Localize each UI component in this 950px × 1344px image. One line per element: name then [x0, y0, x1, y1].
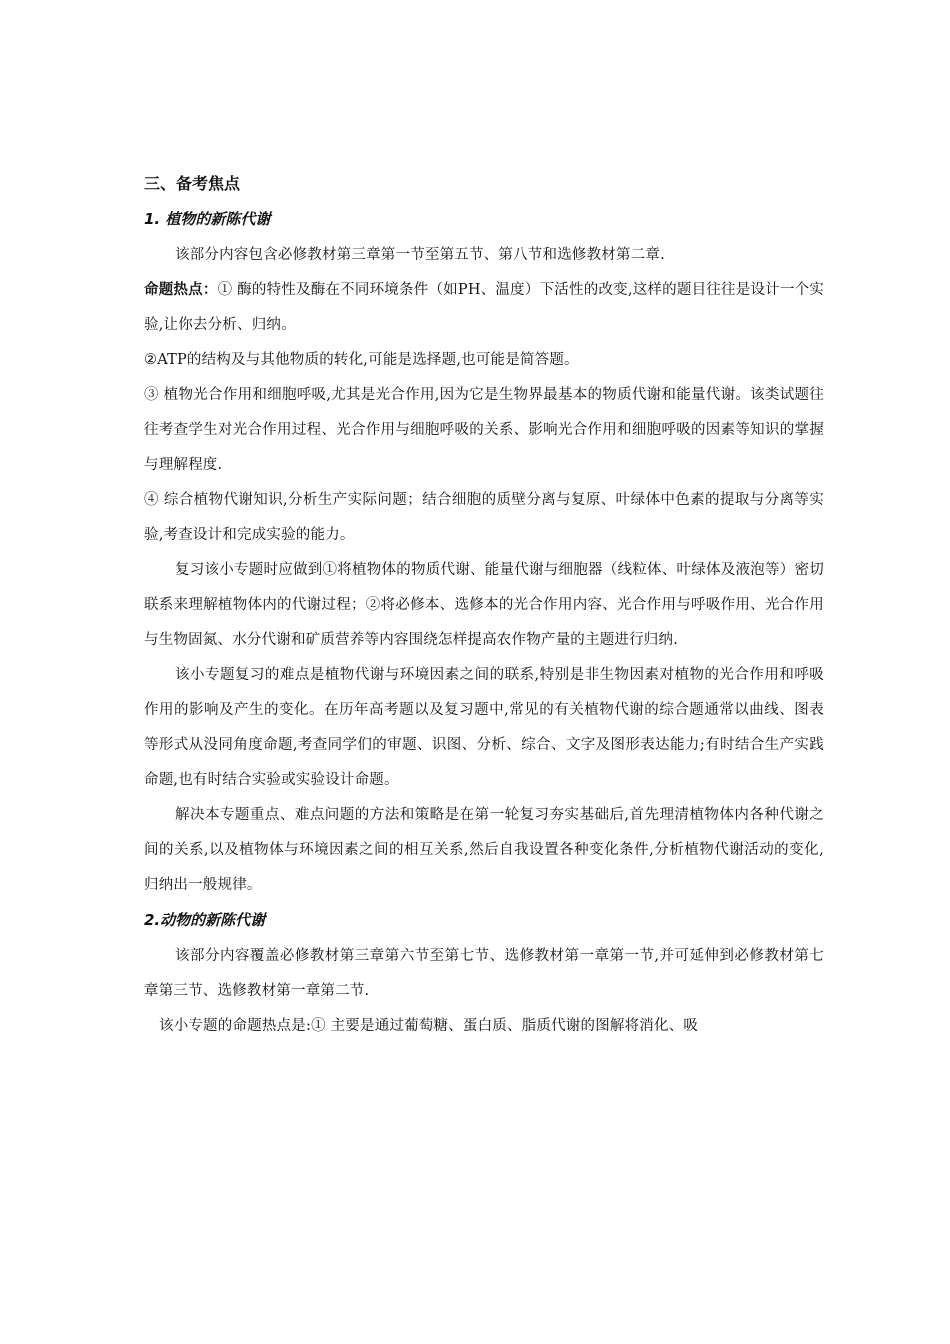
subsection-title-plant-metabolism: 1. 植物的新陈代谢: [144, 210, 271, 228]
hotspot-1-text: ① 酶的特性及酶在不同环境条件（如PH、温度）下活性的改变,这样的题目往往是设计一个实验,让你去分析、归纳。: [144, 282, 825, 333]
paragraph-review-advice: 复习该小专题时应做到①将植物体的物质代谢、能量代谢与细胞器（线粒体、叶绿体及液泡等）密切联系来理解植物体内的代谢过程；②将必修本、选修本的光合作用内容、光合作用与呼吸作用、光合作用与生物固氮、水分代谢和矿质营养等内容围绕怎样提高农作物产量的主题进行归纳.: [144, 562, 824, 648]
paragraph-difficulty: 该小专题复习的难点是植物代谢与环境因素之间的联系,特别是非生物因素对植物的光合作用和呼吸作用的影响及产生的变化。在历年高考题以及复习题中,常见的有关植物代谢的综合题通常以曲线、图表等形式从没同角度命题,考查同学们的审题、识图、分析、综合、文字及图形表达能力;有时结合生产实践命题,也有时结合实验或实验设计命题。: [144, 667, 824, 788]
paragraph-hotspot-4: ④ 综合植物代谢知识,分析生产实际问题；结合细胞的质壁分离与复原、叶绿体中色素的提取与分离等实验,考查设计和完成实验的能力。: [144, 492, 824, 543]
hotspot-label: 命题热点：: [144, 282, 218, 298]
paragraph-hotspot-3: ③ 植物光合作用和细胞呼吸,尤其是光合作用,因为它是生物界最基本的物质代谢和能量代谢。该类试题往往考查学生对光合作用过程、光合作用与细胞呼吸的关系、影响光合作用和细胞呼吸的因素等知识的掌握与理解程度.: [144, 387, 824, 473]
paragraph-animal-hotspot: 该小专题的命题热点是:① 主要是通过葡萄糖、蛋白质、脂质代谢的图解将消化、吸: [159, 1018, 699, 1034]
document-body: [144, 170, 824, 1044]
section-heading: 三、备考焦点: [144, 174, 241, 193]
paragraph-animal-intro: 该部分内容覆盖必修教材第三章第六节至第七节、选修教材第一章第一节,并可延伸到必修教材第七章第三节、选修教材第一章第二节.: [144, 948, 824, 999]
subsection-title-animal-metabolism: 2.动物的新陈代谢: [144, 911, 266, 929]
paragraph-strategy: 解决本专题重点、难点问题的方法和策略是在第一轮复习夯实基础后,首先理清植物体内各种代谢之间的关系,以及植物体与环境因素之间的相互关系,然后自我设置各种变化条件,分析植物代谢活动的变化,归纳出一般规律。: [144, 807, 824, 893]
paragraph-hotspot-2: ②ATP的结构及与其他物质的转化,可能是选择题,也可能是简答题。: [144, 352, 579, 368]
paragraph-plant-intro: 该部分内容包含必修教材第三章第一节至第五节、第八节和选修教材第二章.: [175, 247, 665, 263]
paragraph-hotspot-1: [144, 273, 824, 343]
